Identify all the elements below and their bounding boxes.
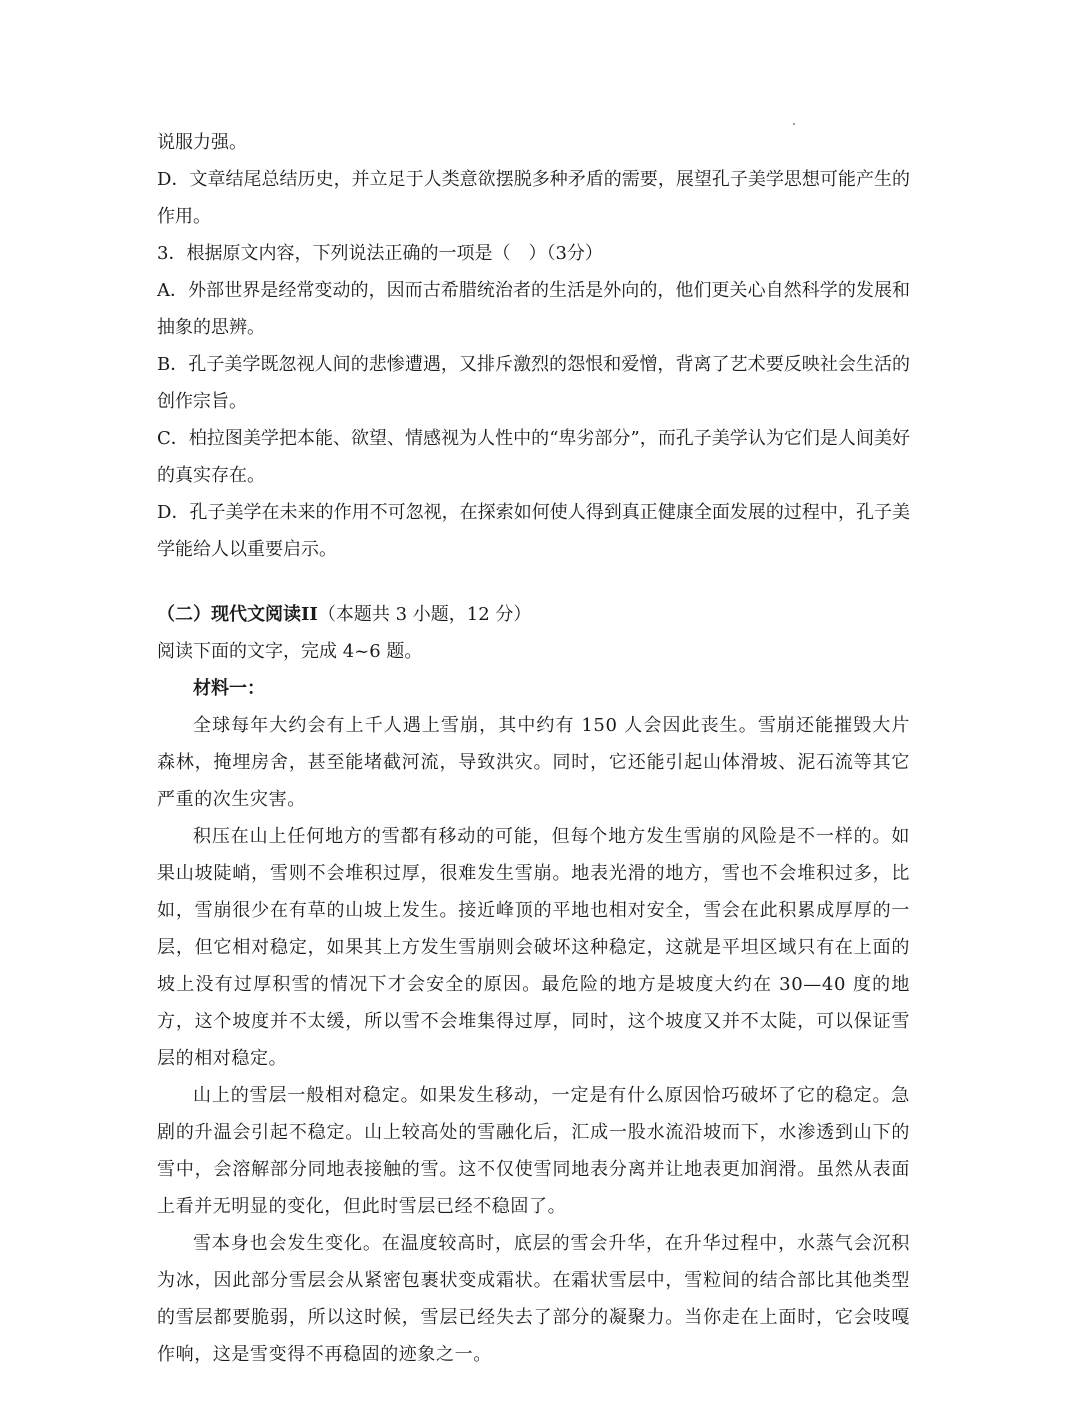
section-heading-meta: （本题共 3 小题，12 分） — [317, 604, 532, 625]
question3-option-d: D．孔子美学在未来的作用不可忽视，在探索如何使人得到真正健康全面发展的过程中，孔子美学能给人以重要启示。 — [157, 502, 910, 560]
question3-option-b: B．孔子美学既忽视人间的悲惨遭遇，又排斥激烈的怨恨和爱憎，背离了艺术要反映社会生活的创作宗旨。 — [157, 354, 910, 412]
question3-stem: 3．根据原文内容，下列说法正确的一项是（ ）（3分） — [157, 243, 603, 264]
continuation-text: 说服力强。 — [157, 132, 247, 153]
material-paragraph: 全球每年大约会有上千人遇上雪崩，其中约有 150 人会因此丧生。雪崩还能摧毁大片森林，掩埋房舍，甚至能堵截河流，导致洪灾。同时，它还能引起山体滑坡、泥石流等其它严重的次生灾害。 — [157, 715, 910, 810]
question3-option-a: A．外部世界是经常变动的，因而古希腊统治者的生活是外向的，他们更关心自然科学的发展和抽象的思辨。 — [157, 280, 910, 338]
section-heading — [157, 596, 910, 633]
document-page — [157, 124, 910, 1373]
section-heading-title: （二）现代文阅读II — [157, 604, 318, 625]
material-label: 材料一： — [193, 678, 265, 699]
material-paragraph: 山上的雪层一般相对稳定。如果发生移动，一定是有什么原因恰巧破坏了它的稳定。急剧的升温会引起不稳定。山上较高处的雪融化后，汇成一股水流沿坡而下，水渗透到山下的雪中，会溶解部分同地表接触的雪。这不仅使雪同地表分离并让地表更加润滑。虽然从表面上看并无明显的变化，但此时雪层已经不稳固了。 — [157, 1085, 910, 1217]
material-paragraph: 积压在山上任何地方的雪都有移动的可能，但每个地方发生雪崩的风险是不一样的。如果山坡陡峭，雪则不会堆积过厚，很难发生雪崩。地表光滑的地方，雪也不会堆积过多，比如，雪崩很少在有草的山坡上发生。接近峰顶的平地也相对安全，雪会在此积累成厚厚的一层，但它相对稳定，如果其上方发生雪崩则会破坏这种稳定，这就是平坦区域只有在上面的坡上没有过厚积雪的情况下才会安全的原因。最危险的地方是坡度大约在 30—40 度的地方，这个坡度并不太缓，所以雪不会堆集得过厚，同时，这个坡度又并不太陡，可以保证雪层的相对稳定。 — [157, 826, 910, 1069]
material-paragraph: 雪本身也会发生变化。在温度较高时，底层的雪会升华，在升华过程中，水蒸气会沉积为冰，因此部分雪层会从紧密包裹状变成霜状。在霜状雪层中，雪粒间的结合部比其他类型的雪层都要脆弱，所以这时候，雪层已经失去了部分的凝聚力。当你走在上面时，它会吱嘎作响，这是雪变得不再稳固的迹象之一。 — [157, 1233, 910, 1365]
section-instruction: 阅读下面的文字，完成 4~6 题。 — [157, 641, 423, 662]
question3-option-c: C．柏拉图美学把本能、欲望、情感视为人性中的“卑劣部分”，而孔子美学认为它们是人间美好的真实存在。 — [157, 428, 910, 486]
question2-option-d: D．文章结尾总结历史，并立足于人类意欲摆脱多种矛盾的需要，展望孔子美学思想可能产生的作用。 — [157, 169, 910, 227]
